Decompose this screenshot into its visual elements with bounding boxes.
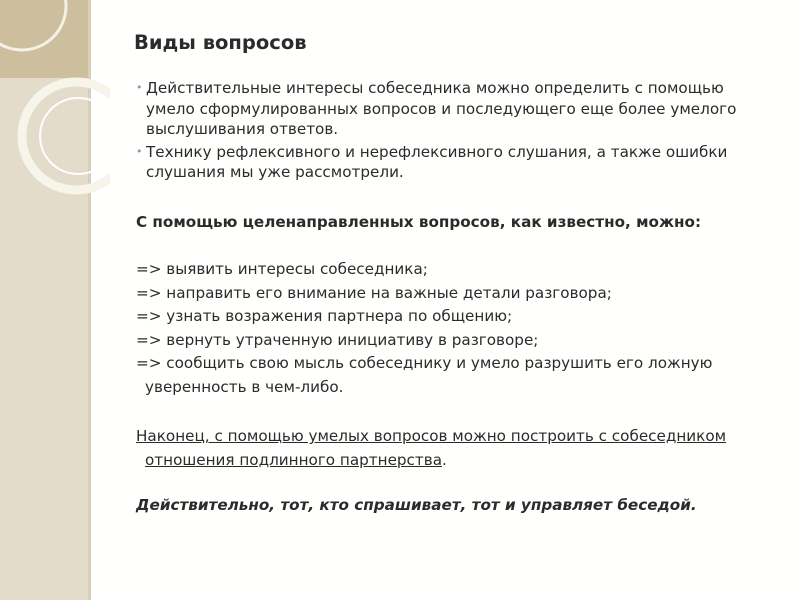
bullet-item	[136, 142, 776, 183]
decorative-ring-outer	[22, 82, 110, 190]
bullet-text: Действительные интересы собеседника можно определить с помощью умело сформулированных вопросов и последующего еще более умелого выслушивания ответов.	[146, 79, 737, 138]
consequence-item: => вернуть утраченную инициативу в разговоре;	[136, 330, 539, 349]
decorative-ring-inner	[40, 98, 110, 174]
consequence-item: => направить его внимание на важные детали разговора;	[136, 283, 612, 302]
decorative-circle-top	[0, 0, 66, 50]
bullet-list	[136, 78, 776, 185]
intro-text: С помощью целенаправленных вопросов, как известно, можно:	[136, 213, 702, 231]
consequence-item: => выявить интересы собеседника;	[136, 260, 428, 278]
finally-text: Наконец, с помощью умелых вопросов можно построить с собеседником отношения подлинного партнерства	[136, 427, 727, 469]
consequence-item: => узнать возражения партнера по общению;	[136, 307, 513, 325]
bullet-text: Технику рефлексивного и нерефлексивного слушания, а также ошибки слушания мы уже рассмотрели.	[146, 142, 728, 181]
bullet-item	[136, 78, 776, 140]
slide-title: Виды вопросов	[134, 31, 307, 54]
bullet-marker: •	[136, 81, 143, 94]
conclusion-text: Действительно, тот, кто спрашивает, тот и управляет беседой.	[136, 496, 697, 514]
finally-paragraph	[136, 425, 785, 472]
finally-period: .	[442, 450, 447, 469]
decorative-circles	[0, 0, 110, 240]
bullet-marker: •	[136, 144, 143, 158]
consequence-list	[136, 258, 776, 399]
consequence-item: => сообщить свою мысль собеседнику и умело разрушить его ложную уверенность в чем-либо.	[136, 354, 713, 396]
